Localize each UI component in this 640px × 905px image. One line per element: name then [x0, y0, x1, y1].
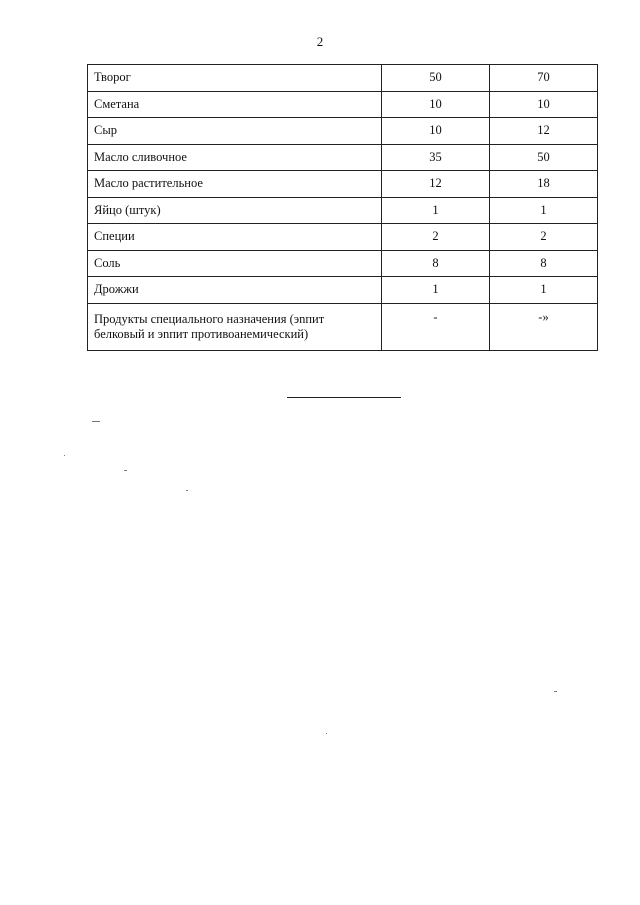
value-cell-2: 1: [489, 197, 597, 224]
table-row: [88, 144, 598, 171]
table-row: [88, 197, 598, 224]
page-number: 2: [316, 34, 324, 49]
scan-speck: [124, 470, 127, 471]
table-row: [88, 277, 598, 304]
table-row: [88, 303, 598, 350]
end-of-document-rule: [287, 397, 401, 398]
value-cell-1: 12: [382, 171, 490, 198]
product-name-cell: Творог: [88, 65, 382, 92]
value-cell-1: 50: [382, 65, 490, 92]
scan-speck: [186, 490, 188, 491]
value-cell-2: 8: [489, 250, 597, 277]
table-row: [88, 65, 598, 92]
scan-speck: [326, 733, 327, 734]
product-name-cell: Специи: [88, 224, 382, 251]
scan-speck: [64, 455, 65, 456]
value-cell-2: 50: [489, 144, 597, 171]
product-name-cell: Сыр: [88, 118, 382, 145]
product-name-cell: Соль: [88, 250, 382, 277]
value-cell-2: 2: [489, 224, 597, 251]
product-name-cell: Масло сливочное: [88, 144, 382, 171]
product-name-cell: Сметана: [88, 91, 382, 118]
value-cell-2: -»: [489, 303, 597, 350]
scan-speck: [554, 691, 557, 692]
value-cell-1: 1: [382, 197, 490, 224]
table-row: [88, 224, 598, 251]
table-row: [88, 91, 598, 118]
value-cell-1: 1: [382, 277, 490, 304]
value-cell-1: 8: [382, 250, 490, 277]
value-cell-1: 35: [382, 144, 490, 171]
value-cell-1: 10: [382, 91, 490, 118]
table-row: [88, 250, 598, 277]
value-cell-1: -: [382, 303, 490, 350]
product-name-cell: Масло растительное: [88, 171, 382, 198]
value-cell-2: 12: [489, 118, 597, 145]
product-name-cell: Яйцо (штук): [88, 197, 382, 224]
table-row: [88, 171, 598, 198]
product-name-cell: Дрожжи: [88, 277, 382, 304]
value-cell-1: 2: [382, 224, 490, 251]
food-norms-table: [87, 64, 598, 351]
value-cell-1: 10: [382, 118, 490, 145]
scan-speck: [92, 421, 100, 422]
value-cell-2: 1: [489, 277, 597, 304]
table-row: [88, 118, 598, 145]
value-cell-2: 70: [489, 65, 597, 92]
value-cell-2: 10: [489, 91, 597, 118]
product-name-cell: Продукты специального назначения (эnпит белковый и эnпит противоанемический): [88, 303, 382, 350]
value-cell-2: 18: [489, 171, 597, 198]
